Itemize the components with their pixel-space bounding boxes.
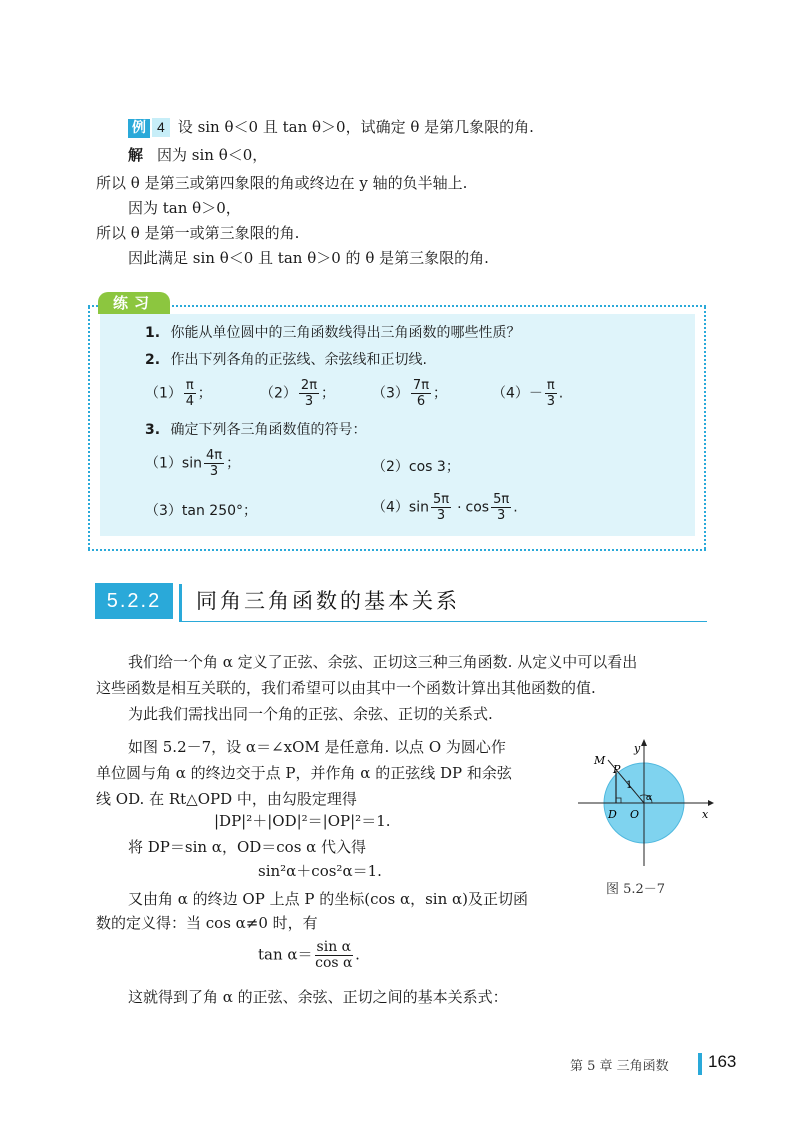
- equation-pythagoras: |DP|²＋|OD|²＝|OP|²＝1.: [214, 812, 391, 830]
- y-axis-arrow-icon: [641, 739, 647, 746]
- section-divider: [179, 584, 182, 622]
- solution-label: 解: [128, 146, 144, 164]
- equation-identity: sin²α＋cos²α＝1.: [258, 862, 382, 880]
- q3-item-1-label: （1）: [145, 455, 182, 472]
- q3-item-1-end: ；: [226, 455, 241, 472]
- solution-line-4: 所以 θ 是第一或第三象限的角.: [96, 224, 300, 242]
- q3-item-1-fraction: [204, 448, 224, 479]
- body-paragraph-2: 为此我们需找出同一个角的正弦、余弦、正切的关系式.: [128, 705, 493, 723]
- body-paragraph-5-line-2: 数的定义得：当 cos α≠0 时，有: [96, 914, 318, 932]
- example-statement: 设 sin θ＜0 且 tan θ＞0，试确定 θ 是第几象限的角.: [177, 118, 534, 136]
- section-number: 5.2.2: [95, 583, 173, 619]
- q2-item-2: [260, 378, 335, 409]
- solution-line-3: 因为 tan θ＞0，: [128, 199, 241, 217]
- label-radius-1: 1: [626, 780, 633, 791]
- label-P: P: [613, 763, 621, 776]
- body-paragraph-1-line-2: 这些函数是相互关联的，我们希望可以由其中一个函数计算出其他函数的值.: [96, 679, 596, 697]
- q3-item-4: [372, 492, 518, 523]
- q2-item-2-numerator: 2π: [300, 378, 318, 393]
- q3-item-4-fraction-1: [431, 492, 451, 523]
- q3-item-4-denominator-2: 3: [497, 508, 506, 523]
- q2-item-4-sign: －: [528, 385, 543, 402]
- q3-item-4-end: .: [513, 499, 518, 516]
- body-paragraph-3-line-1: 如图 5.2－7，设 α＝∠xOM 是任意角. 以点 O 为圆心作: [128, 738, 506, 756]
- q2-item-1-numerator: π: [185, 378, 194, 393]
- q2-item-3-numerator: 7π: [412, 378, 430, 393]
- q3-item-2: （2）cos 3；: [372, 459, 460, 475]
- footer-chapter: 第 5 章 三角函数: [570, 1059, 669, 1074]
- equation-tangent-numerator: sin α: [316, 939, 352, 955]
- equation-tangent-end: .: [355, 945, 360, 964]
- label-y: y: [634, 742, 641, 755]
- q3-item-4-fraction-2: [491, 492, 511, 523]
- q3-item-4-numerator-1: 5π: [432, 492, 450, 507]
- figure-caption: 图 5.2－7: [606, 882, 666, 897]
- equation-tangent-denominator: cos α: [315, 955, 353, 971]
- solution-line-5: 因此满足 sin θ＜0 且 tan θ＞0 的 θ 是第三象限的角.: [128, 249, 489, 267]
- q2-item-2-end: ；: [321, 385, 336, 402]
- practice-question-2: [145, 350, 427, 370]
- q3-item-4-dot: ·: [457, 499, 462, 516]
- q2-item-3-end: ；: [433, 385, 448, 402]
- q2-item-1-fraction: [184, 378, 196, 409]
- q2-item-1: [145, 378, 212, 409]
- q1-number: 1.: [145, 325, 161, 341]
- q2-item-4: [492, 378, 563, 409]
- equation-tangent-lhs: tan α＝: [258, 945, 313, 964]
- body-paragraph-5-line-1: 又由角 α 的终边 OP 上点 P 的坐标(cos α，sin α)及正切函: [128, 890, 529, 908]
- q3-item-1: [145, 448, 240, 479]
- q3-item-1-denominator: 3: [209, 464, 219, 479]
- q2-item-1-end: ；: [197, 385, 212, 402]
- body-paragraph-4: 将 DP＝sin α，OD＝cos α 代入得: [128, 838, 367, 856]
- page-number: 163: [708, 1052, 737, 1071]
- q2-text: 作出下列各角的正弦线、余弦线和正切线.: [170, 352, 427, 368]
- practice-question-3: [145, 420, 367, 440]
- label-O: O: [630, 808, 640, 821]
- body-paragraph-6: 这就得到了角 α 的正弦、余弦、正切之间的基本关系式：: [128, 988, 508, 1006]
- example-number: 4: [152, 118, 170, 137]
- q2-item-2-fraction: [299, 378, 319, 409]
- body-paragraph-3-line-2: 单位圆与角 α 的终边交于点 P，并作角 α 的正弦线 DP 和余弦: [96, 764, 512, 782]
- q2-item-4-denominator: 3: [546, 394, 555, 409]
- q3-item-4-function-2: cos: [465, 499, 490, 516]
- q2-item-4-numerator: π: [546, 378, 555, 393]
- q2-item-4-label: （4）: [492, 385, 529, 402]
- body-paragraph-1-line-1: 我们给一个角 α 定义了正弦、余弦、正切这三种三角函数. 从定义中可以看出: [128, 653, 638, 671]
- label-M: M: [594, 754, 606, 767]
- q3-item-4-denominator-1: 3: [436, 508, 446, 523]
- section-underline: [182, 621, 707, 622]
- q3-text: 确定下列各三角函数值的符号：: [170, 422, 367, 438]
- q2-item-3-fraction: [411, 378, 431, 409]
- q2-item-3: [372, 378, 447, 409]
- label-x: x: [702, 808, 709, 821]
- q3-item-1-function: sin: [181, 455, 202, 472]
- q3-item-1-numerator: 4π: [205, 448, 223, 463]
- q2-item-3-label: （3）: [372, 385, 409, 402]
- q3-item-4-function-1: sin: [408, 499, 429, 516]
- q2-item-1-label: （1）: [145, 385, 182, 402]
- solution-line-2: 所以 θ 是第三或第四象限的角或终边在 y 轴的负半轴上.: [96, 174, 468, 192]
- solution-line-1: [128, 145, 267, 165]
- example-label: 例: [128, 119, 150, 138]
- label-alpha: α: [646, 793, 653, 803]
- q2-item-2-label: （2）: [260, 385, 297, 402]
- example-heading: [128, 117, 534, 138]
- body-paragraph-3-line-3: 线 OD. 在 Rt△OPD 中，由勾股定理得: [96, 790, 357, 808]
- practice-title: 练习: [98, 292, 170, 314]
- solution-text-1: 因为 sin θ＜0，: [157, 146, 268, 164]
- q1-text: 你能从单位圆中的三角函数线得出三角函数的哪些性质？: [170, 325, 521, 341]
- practice-question-1: [145, 323, 521, 343]
- footer-divider: [698, 1053, 702, 1075]
- x-axis-arrow-icon: [708, 800, 714, 806]
- label-D: D: [608, 808, 617, 821]
- q2-item-4-fraction: [545, 378, 557, 409]
- equation-tangent-fraction: [315, 940, 354, 971]
- q3-item-4-numerator-2: 5π: [493, 492, 510, 507]
- unit-circle-diagram: [578, 738, 718, 868]
- q3-number: 3.: [145, 422, 161, 438]
- q2-number: 2.: [145, 352, 161, 368]
- section-title: 同角三角函数的基本关系: [196, 589, 460, 613]
- q2-item-2-denominator: 3: [304, 394, 314, 409]
- q2-item-1-denominator: 4: [185, 394, 194, 409]
- q3-item-4-label: （4）: [372, 499, 409, 516]
- q2-item-4-end: .: [558, 385, 564, 402]
- equation-tangent: [258, 940, 360, 971]
- q3-item-3: （3）tan 250°；: [145, 503, 258, 519]
- q2-item-3-denominator: 6: [416, 394, 426, 409]
